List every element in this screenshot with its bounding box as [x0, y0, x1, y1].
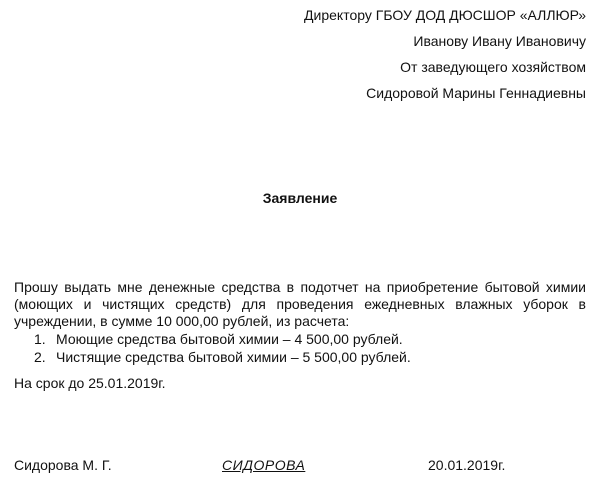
list-item-text: Моющие средства бытовой химии – 4 500,00 рублей.	[56, 331, 403, 347]
addressee-block	[304, 2, 586, 106]
signature-date: 20.01.2019г.	[428, 457, 506, 473]
list-item	[34, 330, 411, 348]
addressee-line-1: Директору ГБОУ ДОД ДЮСШОР «АЛЛЮР»	[304, 7, 586, 23]
addressee-line-2: Иванову Ивану Ивановичу	[413, 33, 586, 49]
list-item-number: 2.	[34, 349, 46, 365]
document-title: Заявление	[262, 190, 338, 206]
list-item-text: Чистящие средства бытовой химии – 5 500,00 рублей.	[56, 349, 411, 365]
addressee-line-3: От заведующего хозяйством	[400, 59, 586, 75]
addressee-line-4: Сидоровой Марины Геннадиевны	[366, 85, 586, 101]
request-paragraph: Прошу выдать мне денежные средства в подотчет на приобретение бытовой химии (моющих и чистящих средств) для проведения ежедневных влажных уборок в учреждении, в сумме 10 000,00 рублей, из расчета:	[14, 279, 586, 329]
signature: СИДОРОВА	[222, 457, 306, 473]
list-item-number: 1.	[34, 331, 46, 347]
applicant-name: Сидорова М. Г.	[14, 457, 112, 473]
list-item	[34, 348, 411, 366]
term-line: На срок до 25.01.2019г.	[14, 375, 166, 391]
cost-list	[34, 330, 411, 366]
